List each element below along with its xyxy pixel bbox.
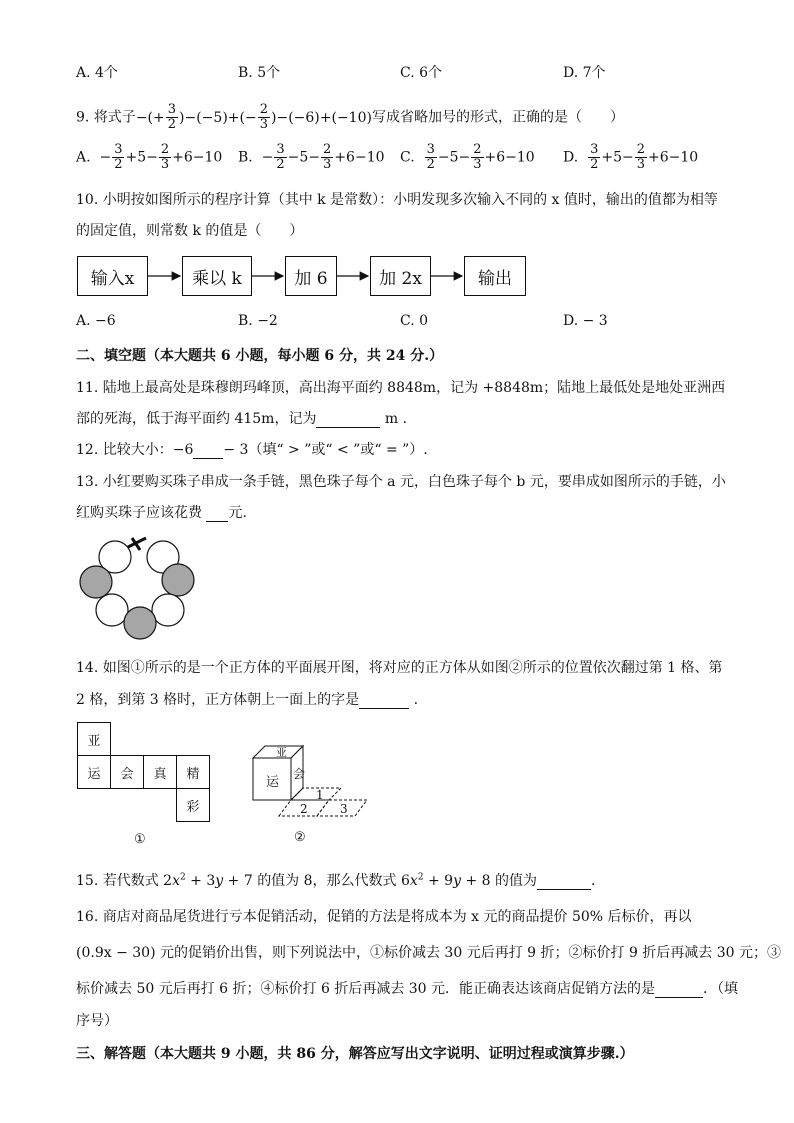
q15-expression-2: $6x^2 + 9y + 8$ xyxy=(396,872,496,889)
flow-box-add2x: 加 2x xyxy=(370,256,431,296)
cube-face-top: 亚 xyxy=(276,746,287,759)
net-cell: 精 xyxy=(176,755,210,789)
q11-answer-blank[interactable] xyxy=(316,411,380,428)
grid-label-3: 3 xyxy=(340,802,348,816)
q16-line-1: 16. 商店对商品尾货进行亏本促销活动，促销的方法是将成本为 x 元的商品提价 50% 后标价，再以 xyxy=(76,909,692,925)
q9-option-a: A. − $\frac{3}{2}$ +5− $\frac{2}{3}$ +6−10 xyxy=(76,142,223,172)
q9-option-d: D. $\frac{3}{2}$ +5− $\frac{2}{3}$ +6−10 xyxy=(563,142,699,172)
bracelet-figure xyxy=(70,530,210,645)
q13-answer-blank[interactable] xyxy=(206,505,228,522)
q15-answer-blank[interactable] xyxy=(537,873,591,890)
q10-line-2: 的固定值，则常数 k 的值是（ ） xyxy=(76,223,304,239)
q10-line-1: 10. 小明按如图所示的程序计算（其中 k 是常数）：小明发现多次输入不同的 x 值时，输出的值都为相等 xyxy=(76,192,718,208)
q16-line-4: 序号） xyxy=(76,1013,118,1029)
net-cell: 彩 xyxy=(176,788,210,822)
q13-line-2: 红购买珠子应该花费 元. xyxy=(76,505,247,521)
figure-1-caption: ① xyxy=(134,832,146,847)
section-2-heading: 二、填空题（本大题共 6 小题，每小题 6 分，共 24 分.） xyxy=(76,348,444,364)
q9-option-c: C. $\frac{3}{2}$ −5− $\frac{2}{3}$ +6−10 xyxy=(400,142,535,172)
q14-answer-blank[interactable] xyxy=(359,692,409,709)
q9-option-b: B. − $\frac{3}{2}$ −5− $\frac{2}{3}$ +6−10 xyxy=(238,142,385,172)
bead-white xyxy=(96,594,128,626)
q8-option-c: C. 6个 xyxy=(400,65,443,81)
q14-line-1: 14. 如图①所示的是一个正方体的平面展开图，将对应的正方体从如图②所示的位置依次翻过第 1 格、第 xyxy=(76,660,723,676)
section-3-heading: 三、解答题（本大题共 9 小题，共 86 分，解答应写出文字说明、证明过程或演算步骤.） xyxy=(76,1046,634,1062)
flow-box-multiply: 乘以 k xyxy=(182,256,252,296)
bead-white xyxy=(152,594,184,626)
q9-expression: −(+ $\frac{3}{2}$ )−(−5)+(− $\frac{2}{3}$ )−(−6)+(−10) xyxy=(135,102,372,132)
q16-line-3: 标价减去 50 元后再打 6 折；④标价打 6 折后再减去 30 元．能正确表达该商店促销方法的是 ．（填 xyxy=(76,981,739,997)
cube-face-right: 会 xyxy=(293,767,306,781)
cube-face-front: 运 xyxy=(266,775,280,790)
flow-box-output: 输出 xyxy=(464,256,526,296)
q14-line-2: 2 格，到第 3 格时，正方体朝上一面上的字是 . xyxy=(76,692,419,708)
q9-stem-post: 写成省略加号的形式，正确的是（ ） xyxy=(371,109,624,126)
q15-expression-1: $2x^2 + 3y + 7$ xyxy=(158,872,258,889)
q15-line: 15. 若代数式 $2x^2 + 3y + 7$ 的值为 8，那么代数式 $6x^2 + 9y + 8$ 的值为 . xyxy=(76,872,596,889)
bead-black xyxy=(80,566,112,598)
q10-option-d: D. − 3 xyxy=(563,313,608,329)
q16-answer-blank[interactable] xyxy=(655,981,703,998)
q16-line-2: (0.9x − 30) 元的促销价出售，则下列说法中，①标价减去 30 元后再打 9 折；②标价打 9 折后再减去 30 元；③ xyxy=(76,945,782,961)
flow-box-input: 输入x xyxy=(77,256,148,296)
q8-option-d: D. 7个 xyxy=(563,65,606,81)
q11-line-1: 11. 陆地上最高处是珠穆朗玛峰顶，高出海平面约 8848m，记为 +8848m；陆地上最低处是地处亚洲西 xyxy=(76,380,726,396)
q12-answer-blank[interactable] xyxy=(193,442,223,459)
q12-line: 12. 比较大小：−6 − 3（填“ > ”或“ < ”或“ = ”）. xyxy=(76,442,428,458)
grid-label-1: 1 xyxy=(316,788,324,802)
q10-option-a: A. −6 xyxy=(76,313,116,329)
q10-option-c: C. 0 xyxy=(400,313,429,329)
flow-arrows xyxy=(0,0,794,320)
grid-label-2: 2 xyxy=(300,802,308,816)
q9-stem-pre: 将式子 xyxy=(93,109,136,126)
q8-option-b: B. 5个 xyxy=(238,65,281,81)
net-cell: 亚 xyxy=(77,722,111,756)
q13-line-1: 13. 小红要购买珠子串成一条手链，黑色珠子每个 a 元，白色珠子每个 b 元，要串成如图所示的手链，小 xyxy=(76,474,726,490)
net-cell: 真 xyxy=(143,755,177,789)
figure-2-caption: ② xyxy=(294,830,306,845)
flow-box-add6: 加 6 xyxy=(285,256,337,296)
q8-option-a: A. 4个 xyxy=(76,65,118,81)
bead-black xyxy=(124,607,156,639)
q10-option-b: B. −2 xyxy=(238,313,278,329)
net-cell: 运 xyxy=(77,755,111,789)
q11-line-2: 部的死海，低于海平面约 415m，记为 m . xyxy=(76,411,408,427)
net-cell: 会 xyxy=(110,755,144,789)
bead-black xyxy=(162,564,194,596)
question-9: 9. 将式子−(+ $\frac{3}{2}$ )−(−5)+(− $\frac{2}{3}$ )−(−6)+(−10)写成省略加号的形式，正确的是（ ） xyxy=(76,102,624,132)
